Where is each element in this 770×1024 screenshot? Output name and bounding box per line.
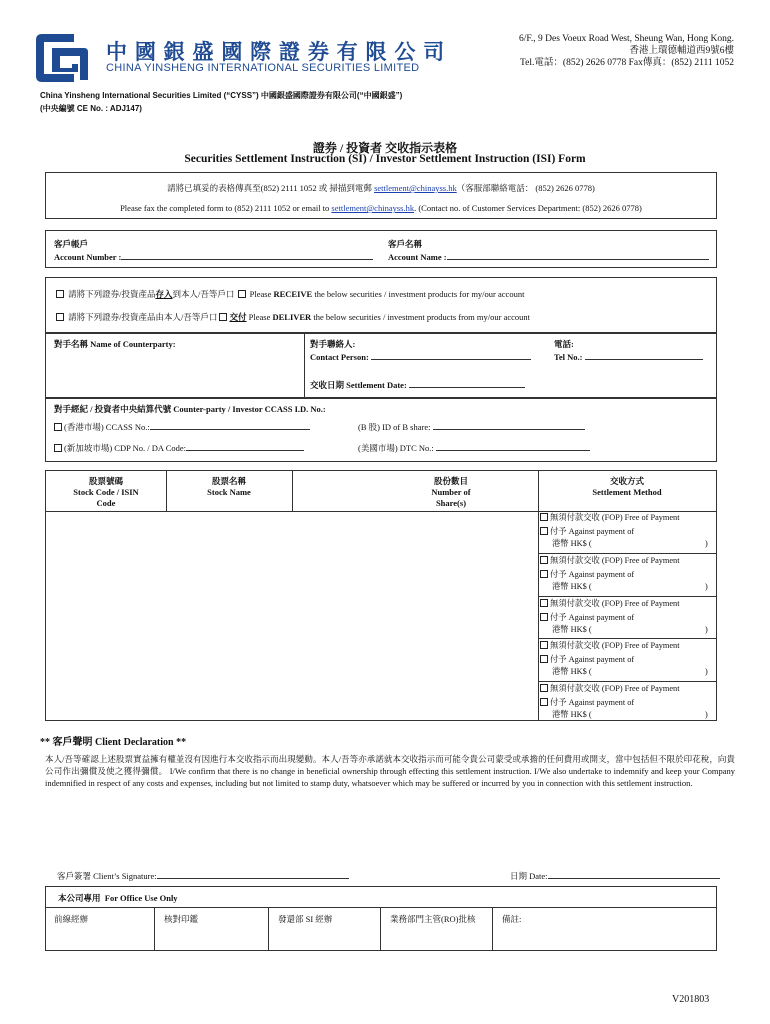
legal-line-2: (中央編號 CE No. : ADJ147) — [40, 104, 142, 113]
fax-notice-en: Please fax the completed form to (852) 2111 1052 or email to settlement@chinayss.hk. (Contact no. of Customer Services Department: (852) 2626 0778) — [120, 203, 642, 213]
payment-amount: 港幣 HK$ ( — [552, 581, 592, 591]
office-use-title: 本公司專用 For Office Use Only — [58, 893, 178, 903]
cdp-no: (新加坡市場) CDP No. / DA Code: — [54, 441, 304, 454]
tel-fax: Tel.電話：(852) 2626 0778 Fax傳真：(852) 2111 1052 — [520, 58, 734, 68]
signature-date: 日期 Date: — [510, 869, 720, 882]
account-number-label: 客戶帳戶 Account Number : — [54, 238, 373, 263]
legal-line-1: China Yinsheng International Securities Limited (“CYSS”) 中國銀盛國際證券有限公司(“中國銀盛”) — [40, 91, 403, 100]
stock-table — [45, 470, 717, 721]
divider — [304, 334, 305, 398]
company-name-cn: 中 國 銀 盛 國 際 證 券 有 限 公 司 — [106, 41, 446, 64]
receive-deliver-box — [45, 277, 717, 333]
deliver-checkbox[interactable] — [56, 313, 64, 321]
header-stock-name: 股票名稱 Stock Name — [207, 476, 251, 497]
email-link[interactable]: settlement@chinayss.hk — [374, 183, 457, 193]
receive-option: 請將下列證券/投資產品存入到本人/吾等戶口 Please RECEIVE the below securities / investment products for my/our account — [56, 288, 524, 300]
signature-date-field[interactable] — [548, 869, 720, 879]
settlement-method-row — [538, 682, 716, 725]
fax-notice-cn: 請將已填妥的表格傳真至(852) 2111 1052 或 掃描到電郵 settlement@chinayss.hk（客服部聯絡電話： (852) 2626 0778) — [167, 183, 595, 193]
payment-checkbox[interactable] — [540, 698, 548, 706]
header-settlement-method: 交收方式 Settlement Method — [592, 476, 662, 497]
fop-option: 無須付款交收 (FOP) Free of Payment — [540, 684, 680, 695]
payment-amount-field[interactable] — [602, 539, 702, 549]
address-en: 6/F., 9 Des Voeux Road West, Sheung Wan, Hong Kong. — [519, 34, 734, 44]
dtc-no: (美國市場) DTC No.: — [358, 441, 590, 454]
settlement-date-field[interactable] — [409, 378, 525, 388]
payment-amount: 港幣 HK$ ( — [552, 710, 592, 720]
office-field-frontline: 前線經辦 — [54, 914, 89, 924]
payment-amount-close: ) — [705, 710, 708, 720]
b-share-field[interactable] — [433, 420, 585, 430]
fop-checkbox[interactable] — [540, 641, 548, 649]
receive-inline-box-icon — [238, 290, 246, 298]
payment-amount-close: ) — [705, 581, 708, 591]
contact-person-field[interactable] — [371, 350, 531, 360]
payment-amount: 港幣 HK$ ( — [552, 624, 592, 634]
payment-option: 付予 Against payment of — [540, 655, 634, 666]
legal-entity — [40, 89, 402, 115]
email-link[interactable]: settlement@chinayss.hk — [331, 203, 415, 213]
header-shares: 股份數目 Number of Share(s) — [431, 476, 471, 508]
form-version: V201803 — [672, 994, 710, 1005]
office-field-chop-check: 核對印鑑 — [164, 914, 199, 924]
ccass-checkbox[interactable] — [54, 423, 62, 431]
deliver-option: 請將下列證券/投資產品由本人/吾等戶口 交付 Please DELIVER the below securities / investment products from my/our account — [56, 311, 530, 323]
account-name-label: 客戶名稱 Account Name : — [388, 238, 709, 263]
counterparty-box — [45, 333, 717, 398]
office-use-box — [45, 886, 717, 951]
payment-checkbox[interactable] — [540, 570, 548, 578]
cdp-no-field[interactable] — [186, 441, 304, 451]
header-stock-code: 股票號碼 Stock Code / ISIN Code — [73, 476, 139, 508]
payment-amount-close: ) — [705, 539, 708, 548]
fop-option: 無須付款交收 (FOP) Free of Payment — [540, 599, 680, 610]
client-signature: 客戶簽署 Client’s Signature: — [57, 869, 349, 882]
col-divider — [292, 471, 293, 511]
ccass-no-field[interactable] — [150, 420, 310, 430]
payment-amount-field[interactable] — [602, 625, 702, 635]
declaration-text: 本人/吾等確認上述股票實益擁有權並沒有因進行本交收指示而出現變動。本人/吾等亦承諾就本交收指示而可能令貴公司蒙受或承擔的任何費用或開支，當中包括但不限於印花稅，向貴公司作出彌償及使之獲得彌償。 I/We confirm that there is no change in beneficial ownership through effecting this settlement instruction. I/We also undertake to indemnify and keep your Company indemnified in respect of any costs and expenses, including but not limited to stamp duty, whatsoever which may be suffered or incurred by you in connection with this settlement instruction. — [45, 754, 735, 788]
payment-checkbox[interactable] — [540, 613, 548, 621]
counterparty-name-label: 對手名稱 Name of Counterparty: — [54, 339, 176, 349]
client-signature-field[interactable] — [157, 869, 349, 879]
contact-person: 對手聯絡人: Contact Person: — [310, 338, 531, 363]
settlement-date: 交收日期 Settlement Date: — [310, 378, 525, 391]
office-field-si-handler: 發還部 SI 經辦 — [278, 914, 333, 924]
payment-amount-field[interactable] — [602, 582, 702, 592]
account-box — [45, 230, 717, 268]
account-number-field[interactable] — [121, 250, 373, 260]
fop-option: 無須付款交收 (FOP) Free of Payment — [540, 556, 680, 567]
form-title-en: Securities Settlement Instruction (SI) / Investor Settlement Instruction (ISI) Form — [184, 153, 586, 165]
fop-checkbox[interactable] — [540, 513, 548, 521]
ccass-box — [45, 398, 717, 462]
company-name-en: CHINA YINSHENG INTERNATIONAL SECURITIES LIMITED — [106, 62, 420, 74]
payment-option: 付予 Against payment of — [540, 527, 634, 538]
settlement-method-row — [538, 597, 716, 640]
address-cn: 香港上環德輔道西9號6樓 — [629, 46, 734, 56]
fop-checkbox[interactable] — [540, 684, 548, 692]
company-address — [519, 33, 734, 69]
payment-option: 付予 Against payment of — [540, 698, 634, 709]
payment-amount: 港幣 HK$ ( — [552, 539, 592, 548]
cdp-checkbox[interactable] — [54, 444, 62, 452]
payment-amount: 港幣 HK$ ( — [552, 667, 592, 677]
receive-checkbox[interactable] — [56, 290, 64, 298]
settlement-method-row — [538, 639, 716, 682]
fop-checkbox[interactable] — [540, 556, 548, 564]
fax-notice-box — [45, 172, 717, 219]
deliver-inline-box-icon — [219, 313, 227, 321]
fop-option: 無須付款交收 (FOP) Free of Payment — [540, 641, 680, 652]
payment-amount-close: ) — [705, 667, 708, 677]
dtc-no-field[interactable] — [436, 441, 590, 451]
office-col-divider — [154, 907, 155, 951]
form-title-cn: 證券 / 投資者 交收指示表格 — [312, 141, 458, 155]
payment-amount-field[interactable] — [602, 710, 702, 720]
payment-amount-close: ) — [705, 624, 708, 634]
ccass-no: (香港市場) CCASS No.: — [54, 420, 310, 433]
payment-checkbox[interactable] — [540, 527, 548, 535]
office-field-remarks: 備註: — [502, 914, 522, 924]
payment-option: 付予 Against payment of — [540, 613, 634, 624]
fop-option: 無須付款交收 (FOP) Free of Payment — [540, 513, 680, 524]
office-col-divider — [492, 907, 493, 951]
office-fields — [46, 907, 716, 951]
tel-no: 電話: Tel No.: — [554, 338, 703, 363]
declaration-title: ** 客戶聲明 Client Declaration ** — [40, 737, 187, 748]
company-logo-icon — [30, 30, 92, 86]
payment-amount-field[interactable] — [602, 667, 702, 677]
office-field-ro-approval: 業務部門主管(RO)批核 — [390, 914, 476, 924]
office-col-divider — [268, 907, 269, 951]
settlement-method-row — [538, 554, 716, 597]
b-share-id: (B 股) ID of B share: — [358, 420, 585, 433]
fop-checkbox[interactable] — [540, 599, 548, 607]
office-col-divider — [380, 907, 381, 951]
ccass-label: 對手經紀 / 投資者中央結算代號 Counter-party / Investor CCASS I.D. No.: — [54, 404, 326, 414]
settlement-method-row — [538, 511, 716, 554]
tel-no-field[interactable] — [585, 350, 703, 360]
payment-option: 付予 Against payment of — [540, 570, 634, 581]
payment-checkbox[interactable] — [540, 655, 548, 663]
account-name-field[interactable] — [447, 250, 709, 260]
